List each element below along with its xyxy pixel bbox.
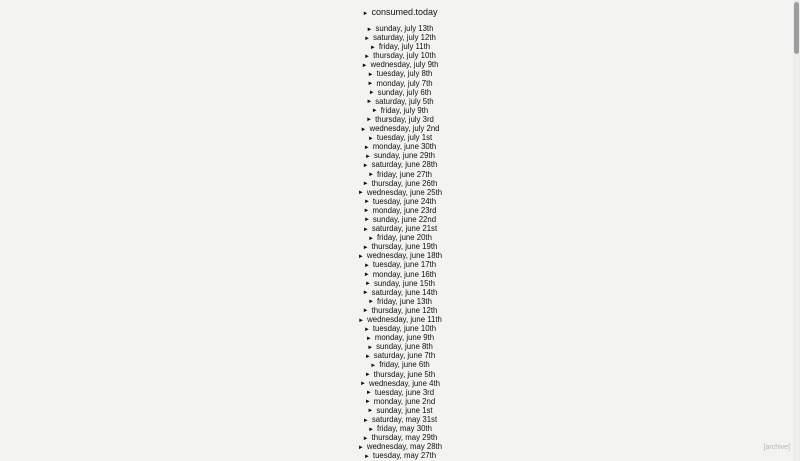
date-label: tuesday, june 10th bbox=[372, 324, 437, 334]
date-entry[interactable] bbox=[0, 69, 793, 78]
date-entry[interactable] bbox=[0, 115, 793, 124]
expand-arrow-icon: ► bbox=[363, 262, 370, 269]
date-label: wednesday, june 18th bbox=[366, 251, 443, 261]
date-label: saturday, may 31st bbox=[371, 415, 438, 425]
date-entry[interactable] bbox=[0, 206, 793, 215]
expand-arrow-icon: ► bbox=[362, 290, 369, 297]
expand-arrow-icon: ► bbox=[364, 35, 371, 42]
date-label: sunday, june 1st bbox=[376, 405, 433, 415]
date-label: saturday, july 12th bbox=[373, 33, 436, 43]
date-label: saturday, june 14th bbox=[371, 287, 438, 297]
date-entry[interactable] bbox=[0, 360, 793, 369]
date-entry[interactable] bbox=[0, 351, 793, 360]
expand-arrow-icon: ► bbox=[358, 317, 365, 324]
expand-arrow-icon: ► bbox=[363, 272, 370, 279]
expand-arrow-icon: ► bbox=[362, 308, 369, 315]
date-label: friday, june 6th bbox=[379, 360, 430, 370]
date-entry[interactable] bbox=[0, 215, 793, 224]
expand-arrow-icon: ► bbox=[368, 235, 375, 242]
date-entry[interactable] bbox=[0, 97, 793, 106]
expand-arrow-icon: ► bbox=[369, 44, 376, 51]
expand-arrow-icon: ► bbox=[366, 99, 373, 106]
date-label: friday, july 11th bbox=[378, 42, 431, 52]
date-label: wednesday, june 11th bbox=[367, 315, 442, 324]
expand-arrow-icon: ► bbox=[371, 108, 378, 115]
date-label: thursday, june 12th bbox=[371, 305, 438, 315]
expand-arrow-icon: ► bbox=[365, 335, 372, 342]
date-entry[interactable] bbox=[0, 60, 793, 69]
expand-arrow-icon: ► bbox=[368, 299, 375, 306]
date-label: friday, june 27th bbox=[377, 169, 432, 179]
date-entry[interactable] bbox=[0, 333, 793, 342]
expand-arrow-icon: ► bbox=[363, 453, 370, 460]
date-entry[interactable] bbox=[0, 433, 793, 442]
date-label: saturday, june 28th bbox=[371, 160, 438, 170]
expand-arrow-icon: ► bbox=[365, 390, 372, 397]
date-label: wednesday, july 2nd bbox=[369, 124, 440, 134]
expand-arrow-icon: ► bbox=[364, 399, 371, 406]
expand-arrow-icon: ► bbox=[357, 190, 364, 197]
date-entry[interactable] bbox=[0, 315, 793, 324]
date-entry[interactable] bbox=[0, 79, 793, 88]
date-entry[interactable] bbox=[0, 24, 793, 33]
date-entry[interactable] bbox=[0, 124, 793, 133]
date-entry[interactable] bbox=[0, 133, 793, 142]
date-label: thursday, june 5th bbox=[373, 369, 436, 379]
date-label: sunday, june 15th bbox=[373, 278, 435, 288]
expand-arrow-icon: ► bbox=[364, 53, 371, 60]
date-entry[interactable] bbox=[0, 42, 793, 51]
date-entry[interactable] bbox=[0, 251, 793, 260]
expand-arrow-icon: ► bbox=[365, 153, 371, 160]
expand-arrow-icon: ► bbox=[363, 326, 370, 333]
date-entry[interactable] bbox=[0, 406, 793, 415]
date-label: sunday, july 6th bbox=[377, 87, 432, 97]
expand-arrow-icon: ► bbox=[367, 344, 374, 351]
date-entry[interactable] bbox=[0, 397, 793, 406]
date-label: sunday, july 13th bbox=[375, 24, 434, 33]
date-label: friday, may 30th bbox=[377, 424, 432, 434]
expand-arrow-icon: ► bbox=[360, 381, 366, 388]
date-entry[interactable] bbox=[0, 151, 793, 160]
date-label: thursday, june 19th bbox=[371, 242, 438, 252]
date-label: sunday, june 22nd bbox=[372, 214, 437, 224]
expand-arrow-icon: ► bbox=[366, 26, 373, 33]
date-entry[interactable] bbox=[0, 197, 793, 206]
date-label: tuesday, june 17th bbox=[372, 260, 437, 270]
expand-arrow-icon: ► bbox=[368, 426, 375, 433]
scrollbar-thumb[interactable] bbox=[794, 2, 799, 54]
date-entry[interactable] bbox=[0, 224, 793, 233]
date-entry[interactable] bbox=[0, 306, 793, 315]
date-label: tuesday, june 24th bbox=[372, 196, 437, 206]
expand-arrow-icon: ► bbox=[367, 408, 374, 415]
date-label: sunday, june 8th bbox=[376, 342, 433, 352]
expand-arrow-icon: ► bbox=[363, 208, 370, 215]
expand-arrow-icon: ► bbox=[362, 417, 369, 424]
date-entry[interactable] bbox=[0, 33, 793, 42]
date-entry[interactable] bbox=[0, 451, 793, 460]
expand-arrow-icon: ► bbox=[367, 71, 374, 78]
date-label: wednesday, june 4th bbox=[369, 378, 440, 388]
date-entry[interactable] bbox=[0, 370, 793, 379]
date-label: thursday, may 29th bbox=[371, 433, 438, 443]
expand-arrow-icon: ► bbox=[363, 217, 370, 224]
date-label: monday, june 16th bbox=[372, 269, 437, 279]
expand-arrow-icon: ► bbox=[360, 126, 367, 133]
expand-arrow-icon: ► bbox=[363, 199, 370, 206]
expand-arrow-icon: ► bbox=[362, 162, 369, 169]
expand-arrow-icon: ► bbox=[366, 117, 373, 124]
site-title[interactable] bbox=[0, 6, 793, 20]
expand-arrow-icon: ► bbox=[364, 353, 371, 360]
vertical-scrollbar[interactable] bbox=[793, 0, 800, 461]
date-label: thursday, july 10th bbox=[373, 51, 436, 61]
expand-arrow-icon: ► bbox=[362, 435, 369, 442]
date-label: wednesday, july 9th bbox=[370, 60, 439, 70]
date-label: monday, june 9th bbox=[374, 333, 435, 343]
date-entry[interactable] bbox=[0, 279, 793, 288]
date-entry[interactable] bbox=[0, 388, 793, 397]
date-label: sunday, june 29th bbox=[373, 151, 435, 161]
expand-arrow-icon: ► bbox=[357, 444, 364, 451]
date-entry[interactable] bbox=[0, 170, 793, 179]
date-entry[interactable] bbox=[0, 288, 793, 297]
date-entry[interactable] bbox=[0, 379, 793, 388]
date-entry[interactable] bbox=[0, 106, 793, 115]
date-entry[interactable] bbox=[0, 51, 793, 60]
expand-arrow-icon: ► bbox=[362, 226, 369, 233]
date-label: thursday, june 26th bbox=[371, 178, 438, 188]
date-entry[interactable] bbox=[0, 415, 793, 424]
date-entry[interactable] bbox=[0, 233, 793, 242]
archive-watermark: [archive] bbox=[763, 444, 790, 451]
date-label: monday, june 2nd bbox=[373, 396, 436, 406]
expand-arrow-icon: ► bbox=[367, 135, 374, 142]
date-entry[interactable] bbox=[0, 179, 793, 188]
date-label: wednesday, may 28th bbox=[366, 442, 443, 452]
date-label: saturday, june 7th bbox=[373, 351, 436, 361]
site-title-label: consumed.today bbox=[371, 7, 438, 17]
date-entry[interactable] bbox=[0, 442, 793, 451]
expand-arrow-icon: ► bbox=[362, 244, 369, 251]
expand-arrow-icon: ► bbox=[361, 62, 368, 69]
date-label: friday, june 20th bbox=[377, 233, 432, 243]
date-label: friday, june 13th bbox=[377, 296, 432, 306]
date-entry[interactable] bbox=[0, 242, 793, 251]
date-entry[interactable] bbox=[0, 160, 793, 169]
date-label: monday, july 7th bbox=[376, 78, 433, 88]
date-entry[interactable] bbox=[0, 324, 793, 333]
expand-arrow-icon: ► bbox=[370, 362, 377, 369]
expand-arrow-icon: ► bbox=[362, 181, 369, 188]
date-entry[interactable] bbox=[0, 297, 793, 306]
expand-arrow-icon: ► bbox=[367, 81, 374, 88]
date-entry[interactable] bbox=[0, 270, 793, 279]
expand-arrow-icon: ► bbox=[362, 10, 369, 17]
date-label: friday, july 9th bbox=[380, 105, 429, 115]
date-label: thursday, july 3rd bbox=[375, 114, 434, 124]
date-entry[interactable] bbox=[0, 142, 793, 151]
date-label: wednesday, june 25th bbox=[366, 187, 443, 197]
date-entry[interactable] bbox=[0, 260, 793, 269]
expand-arrow-icon: ► bbox=[357, 253, 364, 260]
expand-arrow-icon: ► bbox=[368, 172, 375, 178]
date-entry[interactable] bbox=[0, 342, 793, 351]
date-entry[interactable] bbox=[0, 188, 793, 197]
date-list bbox=[0, 24, 793, 461]
date-label: saturday, june 21st bbox=[371, 224, 438, 234]
date-label: tuesday, june 3rd bbox=[374, 387, 435, 397]
date-label: monday, june 23rd bbox=[372, 205, 437, 215]
date-label: tuesday, july 8th bbox=[376, 69, 433, 79]
date-label: saturday, july 5th bbox=[375, 96, 434, 106]
expand-arrow-icon: ► bbox=[368, 90, 375, 97]
date-entry[interactable] bbox=[0, 88, 793, 97]
date-label: tuesday, july 1st bbox=[376, 133, 433, 143]
expand-arrow-icon: ► bbox=[363, 144, 370, 151]
expand-arrow-icon: ► bbox=[364, 372, 371, 379]
date-label: monday, june 30th bbox=[372, 142, 437, 152]
date-entry[interactable] bbox=[0, 424, 793, 433]
date-label: tuesday, may 27th bbox=[372, 451, 437, 461]
expand-arrow-icon: ► bbox=[365, 281, 371, 288]
